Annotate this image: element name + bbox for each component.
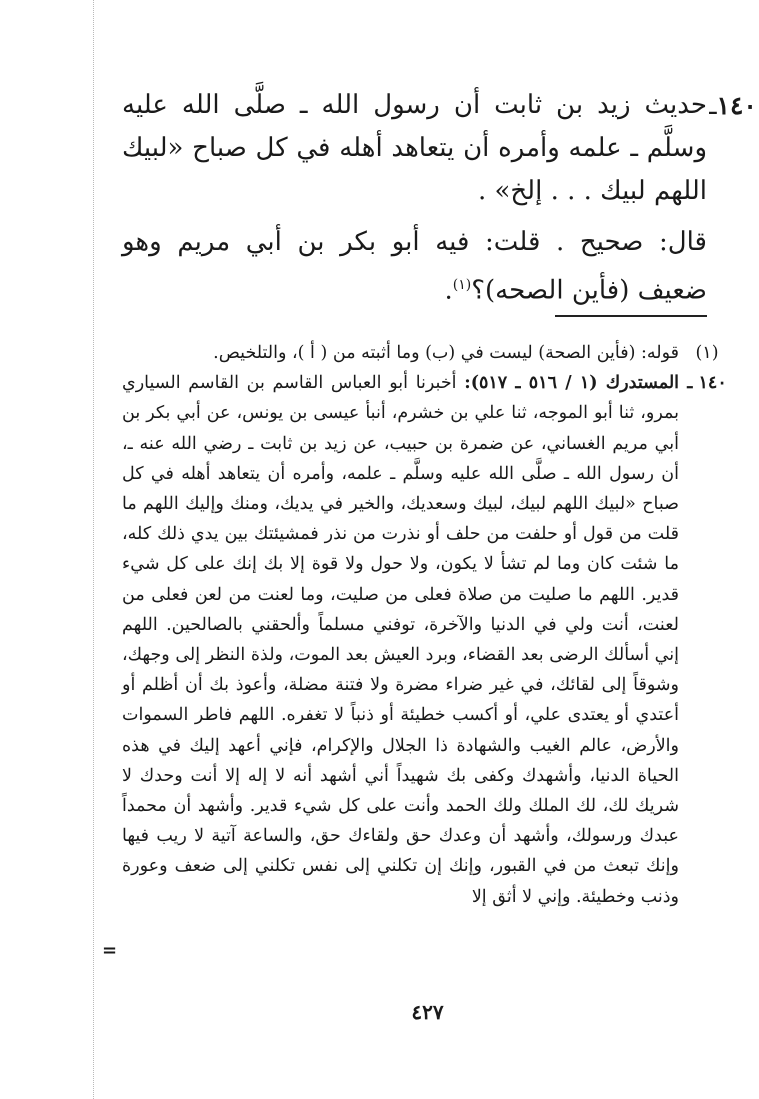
hadith-text: حديث زيد بن ثابت أن رسول الله ـ صلَّى الله عليه وسلَّم ـ علمه وأمره أن يتعاهد أهله في كل صباح «لبيك اللهم لبيك . . . إلخ» . xyxy=(122,90,707,206)
footnote-1-number: (١) xyxy=(695,343,719,363)
hadith-number xyxy=(709,84,757,127)
footnote-1-text: قوله: (فأين الصحة) ليست في (ب) وما أثبته من ( أ )، والتلخيص. xyxy=(213,343,679,363)
hadith-number-value: ١٤٠ xyxy=(716,91,757,120)
footnote-2-number: ١٤٠ ـ xyxy=(687,373,727,394)
footnote-2 xyxy=(122,368,731,912)
footnote-2-text: أخبرنا أبو العباس القاسم بن القاسم السياري بمرو، ثنا أبو الموجه، ثنا علي بن خشرم، أنبأ عيسى بن يونس، عن أبي بكر بن أبي مريم الغساني، عن ضمرة بن حبيب، عن زيد بن ثابت ـ رضي الله عنه ـ، أن رسول الله ـ صلَّى الله عليه وسلَّم ـ علمه، وأمره أن يتعاهد أهله في كل صباح «لبيك اللهم لبيك، لبيك وسعديك، والخير في يديك، ومنك وإليك اللهم ما قلت من قول أو حلفت من حلف أو نذرت من نذر فمشيئتك بين يدي ذلك كله، ما شئت كان وما لم تشأ لا يكون، ولا حول ولا قوة إلا بك إنك على كل شيء قدير. اللهم ما صليت من صلاة فعلى من صليت، وما لعنت من لعن فعلى من لعنت، أنت ولي في الدنيا والآخرة، توفني مسلماً وألحقني بالصالحين. اللهم إني أسألك الرضى بعد القضاء، وبرد العيش بعد الموت، ولذة النظر إلى وجهك، وشوقاً إلى لقائك، في غير ضراء مضرة ولا فتنة مضلة، وأعوذ بك أن أظلم أو أعتدي أو يعتدى علي، أو أكسب خطيئة أو ذنباً لا تغفره. اللهم فاطر السموات والأرض، عالم الغيب والشهادة ذا الجلال والإكرام، فإني أعهد إليك في هذه الحياة الدنيا، وأشهدك وكفى بك شهيداً أني أشهد أنه لا إله إلا أنت وحدك لا شريك لك، لك الملك ولك الحمد وأنت على كل شيء قدير. وأشهد أن محمداً عبدك ورسولك، وأشهد أن وعدك حق ولقاءك حق، والساعة آتية لا ريب فيها وإنك تبعث من في القبور، وإنك إن تكلني إلى نفس تكلني إلى ضعف وعورة وذنب وخطيئة. وإني لا أثق إلا xyxy=(122,373,679,907)
book-page xyxy=(96,0,759,1099)
hadith-comment-paragraph: قال: صحيح . قلت: فيه أبو بكر بن أبي مريم وهو ضعيف (فأين الصحه)؟$^{(١)}$. xyxy=(122,227,707,306)
footnote-reference: (١) xyxy=(452,277,472,293)
hadith-number-dash: ـ xyxy=(709,91,717,120)
continuation-mark: = xyxy=(102,940,118,961)
page-edge-line xyxy=(93,0,94,1099)
footnote-1 xyxy=(122,338,731,368)
footnotes-section xyxy=(122,338,731,912)
footnote-separator xyxy=(555,315,707,317)
hadith-comment: قال: صحيح . قلت: فيه أبو بكر بن أبي مريم وهو ضعيف (فأين الصحه)؟ xyxy=(122,227,707,306)
page-number: ٤٢٧ xyxy=(411,1000,444,1024)
hadith-entry xyxy=(122,84,757,313)
footnote-2-source: المستدرك (١ / ٥١٦ ـ ٥١٧): xyxy=(464,373,680,394)
